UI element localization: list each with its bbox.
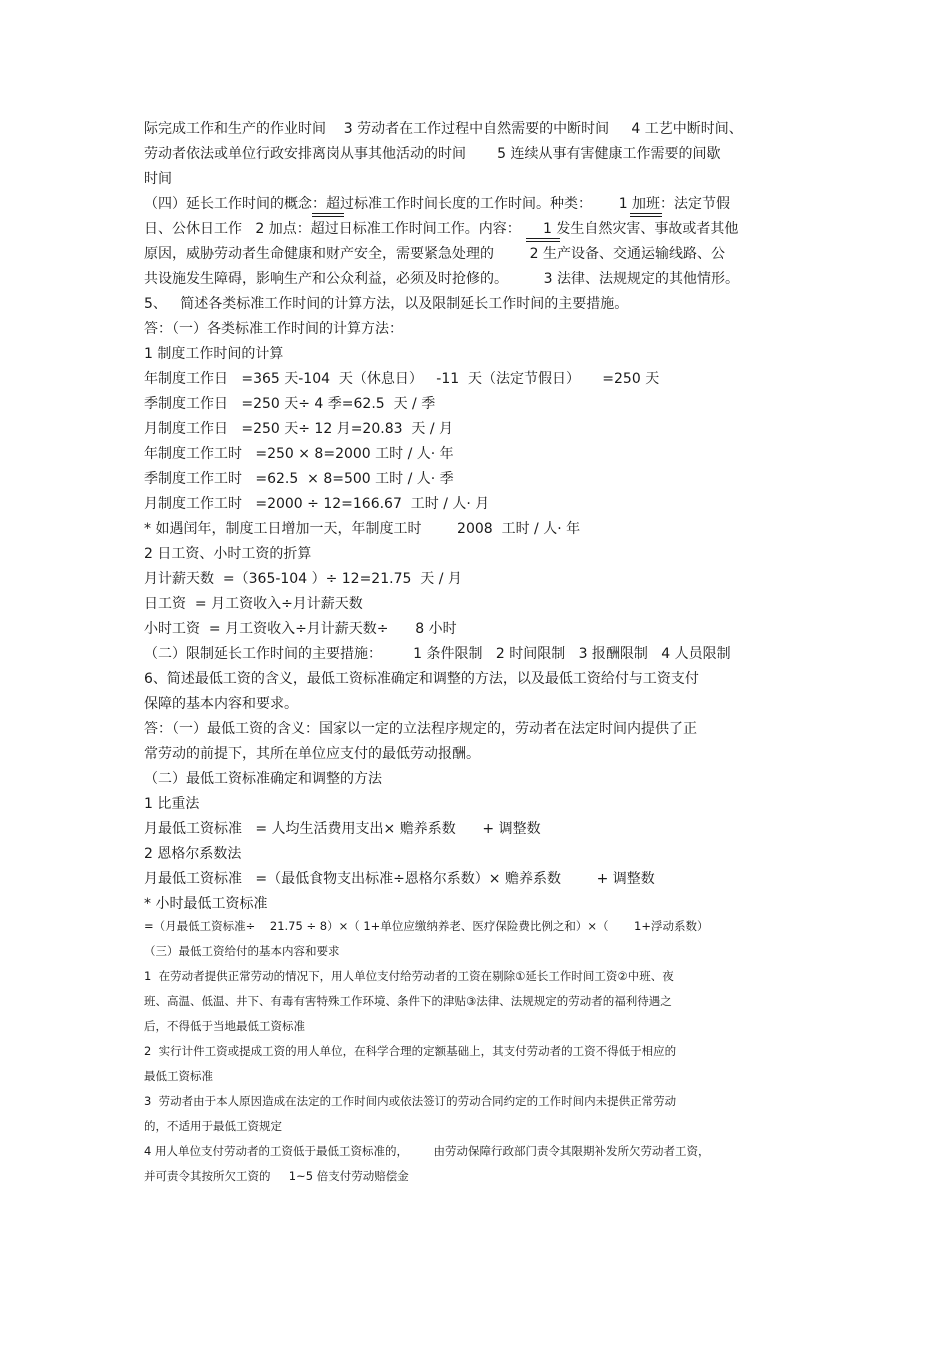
formula-line: =（月最低工资标准÷ 21.75 ÷ 8）×（ 1+单位应缴纳养老、医疗保险费比例之和）×（ 1+浮动系数） bbox=[144, 919, 709, 933]
text-line: （二）最低工资标准确定和调整的方法 bbox=[144, 771, 382, 787]
formula-line: 年制度工作日 =365 天-104 天（休息日） -11 天（法定节假日） =250 天 bbox=[144, 371, 660, 387]
text-line: 共设施发生障碍，影响生产和公众利益，必须及时抢修的。 3 法律、法规规定的其他情形。 bbox=[144, 271, 739, 287]
question-heading: 6、简述最低工资的含义，最低工资标准确定和调整的方法，以及最低工资给付与工资支付 bbox=[144, 671, 699, 687]
formula-line: 月最低工资标准 =（最低食物支出标准÷恩格尔系数）× 赡养系数 + 调整数 bbox=[144, 871, 655, 887]
text-line: （三）最低工资给付的基本内容和要求 bbox=[144, 944, 340, 958]
text-line: 时间 bbox=[144, 171, 172, 187]
text-line: 1 制度工作时间的计算 bbox=[144, 346, 284, 362]
underline-mark bbox=[630, 213, 662, 214]
formula-line: 日工资 = 月工资收入÷月计薪天数 bbox=[144, 596, 363, 612]
text-line: 答：（一）最低工资的含义：国家以一定的立法程序规定的，劳动者在法定时间内提供了正 bbox=[144, 721, 697, 737]
text-line: （四）延长工作时间的概念：超过标准工作时间长度的工作时间。种类： 1 加班：法定节假 bbox=[144, 196, 731, 212]
text-line: 并可责令其按所欠工资的 1~5 倍支付劳动赔偿金 bbox=[144, 1169, 409, 1183]
formula-line: 小时工资 = 月工资收入÷月计薪天数÷ 8 小时 bbox=[144, 621, 457, 637]
text-line: 3 劳动者由于本人原因造成在法定的工作时间内或依法签订的劳动合同约定的工作时间内未提供正常劳动 bbox=[144, 1094, 677, 1108]
text-line: 际完成工作和生产的作业时间 3 劳动者在工作过程中自然需要的中断时间 4 工艺中断时间、 bbox=[144, 121, 743, 137]
formula-line: 月最低工资标准 = 人均生活费用支出× 赡养系数 + 调整数 bbox=[144, 821, 541, 837]
text-line: 2 实行计件工资或提成工资的用人单位，在科学合理的定额基础上，其支付劳动者的工资不得低于相应的 bbox=[144, 1044, 677, 1058]
underline-mark bbox=[630, 216, 662, 217]
underline-mark bbox=[312, 213, 344, 214]
underline-mark bbox=[526, 241, 560, 242]
text-line: 2 恩格尔系数法 bbox=[144, 846, 242, 862]
text-line: 班、高温、低温、井下、有毒有害特殊工作环境、条件下的津贴③法律、法规规定的劳动者的福利待遇之 bbox=[144, 994, 672, 1008]
text-line: （二）限制延长工作时间的主要措施： 1 条件限制 2 时间限制 3 报酬限制 4 人员限制 bbox=[144, 646, 731, 662]
formula-line: 季制度工作日 =250 天÷ 4 季=62.5 天 / 季 bbox=[144, 396, 436, 412]
text-line: 4 用人单位支付劳动者的工资低于最低工资标准的， 由劳动保障行政部门责令其限期补发所欠劳动者工资， bbox=[144, 1144, 710, 1158]
question-heading: 5、 简述各类标准工作时间的计算方法，以及限制延长工作时间的主要措施。 bbox=[144, 296, 629, 312]
text-line: 2 日工资、小时工资的折算 bbox=[144, 546, 312, 562]
text-line: 最低工资标准 bbox=[144, 1069, 213, 1083]
text-line: * 小时最低工资标准 bbox=[144, 896, 268, 912]
text-line: 后，不得低于当地最低工资标准 bbox=[144, 1019, 305, 1033]
formula-line: 月制度工作日 =250 天÷ 12 月=20.83 天 / 月 bbox=[144, 421, 454, 437]
text-line: 答：（一）各类标准工作时间的计算方法： bbox=[144, 321, 403, 337]
formula-line: 月计薪天数 =（365-104 ）÷ 12=21.75 天 / 月 bbox=[144, 571, 462, 587]
text-line: 日、公休日工作 2 加点：超过日标准工作时间工作。内容： 1 发生自然灾害、事故或者其他 bbox=[144, 221, 739, 237]
text-line: 1 比重法 bbox=[144, 796, 200, 812]
formula-line: 季制度工作工时 =62.5 × 8=500 工时 / 人· 季 bbox=[144, 471, 454, 487]
question-heading: 保障的基本内容和要求。 bbox=[144, 696, 298, 712]
text-line: 常劳动的前提下，其所在单位应支付的最低劳动报酬。 bbox=[144, 746, 480, 762]
underline-mark bbox=[526, 238, 560, 239]
text-line: 劳动者依法或单位行政安排离岗从事其他活动的时间 5 连续从事有害健康工作需要的间歇 bbox=[144, 146, 721, 162]
text-line: 原因，威胁劳动者生命健康和财产安全，需要紧急处理的 2 生产设备、交通运输线路、公 bbox=[144, 246, 725, 262]
text-line: * 如遇闰年，制度工日增加一天，年制度工时 2008 工时 / 人· 年 bbox=[144, 521, 581, 537]
underline-mark bbox=[312, 216, 344, 217]
formula-line: 月制度工作工时 =2000 ÷ 12=166.67 工时 / 人· 月 bbox=[144, 496, 490, 512]
text-line: 的，不适用于最低工资规定 bbox=[144, 1119, 282, 1133]
text-line: 1 在劳动者提供正常劳动的情况下，用人单位支付给劳动者的工资在剔除①延长工作时间工资②中班、夜 bbox=[144, 969, 674, 983]
formula-line: 年制度工作工时 =250 × 8=2000 工时 / 人· 年 bbox=[144, 446, 454, 462]
